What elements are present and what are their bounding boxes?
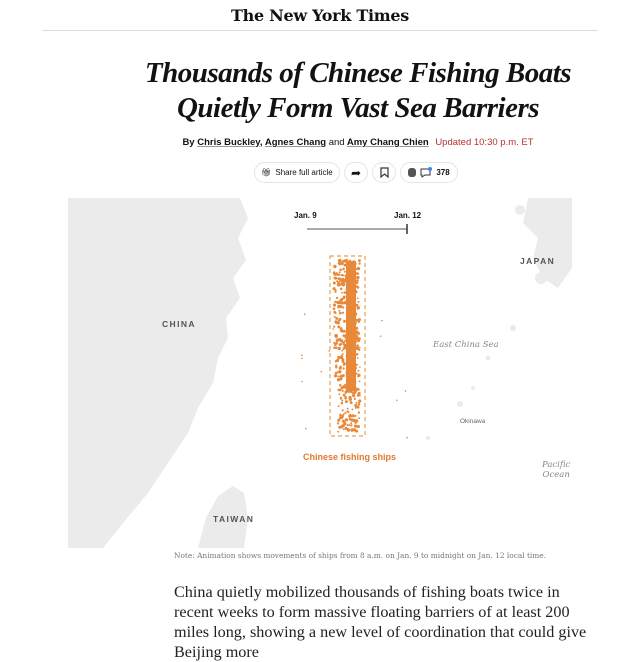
ship-dot	[344, 412, 346, 414]
ship-dot	[350, 347, 352, 349]
ship-dot	[343, 343, 345, 345]
ship-dot	[301, 358, 303, 360]
ship-dot	[340, 327, 343, 330]
ship-dot	[339, 367, 342, 370]
ship-dot	[356, 340, 358, 342]
ship-dot	[338, 347, 341, 350]
ship-dot	[344, 340, 346, 342]
ship-dot	[342, 312, 344, 314]
ship-dot	[358, 262, 360, 264]
ship-dot	[353, 428, 356, 431]
avatar-icon	[408, 168, 416, 177]
ship-dot	[356, 276, 359, 279]
ship-dot	[351, 330, 353, 332]
ship-dot	[328, 350, 330, 352]
ship-dot	[349, 309, 352, 312]
ship-dot	[344, 291, 347, 294]
ship-dot	[339, 271, 341, 273]
ship-dot	[341, 343, 343, 345]
ship-map	[68, 198, 572, 548]
label-pacific-ocean: Pacific Ocean	[542, 460, 571, 480]
ship-dot	[337, 359, 340, 362]
ship-dot	[351, 409, 353, 411]
ship-dot	[338, 405, 340, 407]
author-link[interactable]: Amy Chang Chien	[346, 137, 429, 148]
ship-dot	[351, 309, 354, 312]
label-china: CHINA	[162, 319, 196, 329]
ship-dot	[354, 346, 356, 348]
ship-dot	[344, 301, 346, 303]
ship-dot	[354, 398, 356, 400]
ship-dot	[357, 301, 359, 303]
ship-dot	[347, 365, 349, 367]
ship-dot	[357, 297, 359, 299]
ship-dot	[337, 339, 340, 342]
ship-dot	[358, 321, 360, 323]
ship-dot	[350, 320, 353, 323]
ship-dot	[335, 342, 338, 345]
ship-dot	[357, 339, 359, 341]
ship-dot	[349, 358, 351, 360]
ship-dot	[339, 305, 342, 308]
ship-dot	[350, 401, 353, 404]
ship-dot	[348, 396, 351, 399]
comment-icon	[420, 167, 432, 178]
ship-dot	[347, 408, 349, 410]
ship-dot	[342, 353, 344, 355]
timeline-end: Jan. 12	[394, 211, 422, 220]
ship-dot	[344, 264, 347, 267]
ship-dot	[337, 325, 340, 328]
ship-dot	[334, 277, 337, 280]
ship-dot	[352, 360, 355, 363]
ship-dot	[334, 291, 336, 293]
ship-dot	[347, 298, 350, 301]
byline: By Chris Buckley, Agnes Chang and Amy Chang Chien Updated 10:30 p.m. ET	[182, 137, 534, 148]
label-chinese-fishing-ships: Chinese fishing ships	[303, 452, 397, 462]
ship-dot	[359, 394, 361, 396]
ship-dot	[337, 356, 340, 359]
ship-dot	[343, 428, 345, 430]
ship-dot	[333, 282, 336, 285]
ship-dot	[339, 384, 342, 387]
ship-dot	[341, 416, 343, 418]
ship-dot	[337, 307, 339, 309]
author-link[interactable]: Chris Buckley	[197, 137, 260, 148]
ship-dot	[341, 357, 343, 359]
ship-dot	[355, 304, 358, 307]
ship-dot	[345, 427, 348, 430]
ship-dot	[344, 397, 347, 400]
share-full-article-button[interactable]: 🎁︎ Share full article	[254, 162, 340, 183]
ship-dot	[337, 419, 340, 422]
ship-dot	[359, 347, 361, 349]
ship-dot	[357, 375, 359, 377]
ship-dot	[347, 424, 349, 426]
ship-dot	[346, 323, 348, 325]
ship-dot	[333, 308, 336, 311]
ship-dot	[396, 399, 398, 401]
ship-dot	[345, 418, 348, 421]
ship-dot	[332, 328, 334, 330]
article-body: China quietly mobilized thousands of fishing boats twice in recent weeks to form massive floating barriers of at least 200 miles long, showing a new level of coordination that could give Beijing more	[174, 583, 587, 661]
ship-dot	[353, 380, 356, 383]
ship-dot	[338, 285, 340, 287]
ship-dot	[339, 389, 341, 391]
ship-dot	[352, 394, 355, 397]
ship-dot	[342, 274, 344, 276]
ship-dot	[341, 350, 343, 352]
ship-dot	[340, 425, 343, 428]
ship-dot	[355, 285, 357, 287]
ship-dot	[357, 393, 359, 395]
ship-dot	[320, 371, 322, 373]
ship-dot	[349, 381, 351, 383]
ship-dot	[348, 415, 351, 418]
ship-dot	[347, 264, 349, 266]
ship-dot	[354, 325, 356, 327]
timeline-start: Jan. 9	[294, 211, 317, 220]
ship-dot	[336, 321, 339, 324]
ship-dot	[346, 371, 349, 374]
ship-dot	[352, 283, 354, 285]
ship-dot	[346, 340, 349, 343]
ship-dot	[347, 390, 350, 393]
ship-dot	[350, 377, 353, 380]
ship-dot	[348, 284, 351, 287]
ship-dot	[347, 316, 350, 319]
ship-dot	[354, 392, 356, 394]
ship-dot	[334, 334, 337, 337]
ship-dot	[338, 393, 340, 395]
ship-dot	[349, 312, 351, 314]
ship-dot	[346, 319, 348, 321]
author-link[interactable]: Agnes Chang	[264, 137, 327, 148]
ship-dot	[341, 390, 343, 392]
ship-dot	[357, 370, 359, 372]
ship-dot	[358, 349, 360, 351]
ship-dot	[349, 418, 352, 421]
ship-dot	[346, 379, 348, 381]
ship-dot	[337, 378, 340, 381]
ship-dot	[355, 415, 357, 417]
ship-dot	[336, 297, 338, 299]
ship-dot	[355, 407, 357, 409]
ship-dot	[344, 334, 346, 336]
ship-dot	[344, 346, 346, 348]
ship-dot	[356, 279, 359, 282]
ship-dot	[353, 419, 356, 422]
ship-dot	[355, 335, 358, 338]
ship-dot	[348, 368, 351, 371]
ship-dot	[342, 262, 344, 264]
label-taiwan: TAIWAN	[213, 514, 255, 524]
ship-dot	[301, 355, 303, 357]
label-east-china-sea: East China Sea	[433, 340, 499, 350]
ship-dot	[341, 402, 343, 404]
ship-dot	[356, 402, 358, 404]
divider	[42, 30, 598, 31]
ship-dot	[354, 263, 356, 265]
ship-dot	[351, 341, 354, 344]
ship-dot	[342, 298, 344, 300]
ship-dot	[356, 388, 359, 391]
ship-dot	[352, 414, 355, 417]
ship-dot	[337, 431, 339, 433]
ship-dot	[305, 428, 307, 430]
ship-dot	[345, 330, 348, 333]
ship-dot	[347, 410, 349, 412]
ship-dot	[338, 370, 341, 373]
ship-dot	[337, 302, 340, 305]
ship-dot	[345, 288, 347, 290]
ship-dot	[335, 317, 338, 320]
share-button[interactable]	[344, 162, 368, 183]
ship-dot	[344, 384, 346, 386]
share-arrow-icon: ➦	[350, 165, 362, 180]
ship-dot	[351, 356, 354, 359]
ship-dot	[342, 420, 345, 423]
ship-dot	[351, 374, 353, 376]
ship-dot	[357, 357, 359, 359]
ship-dot	[350, 289, 352, 291]
ship-dot	[342, 268, 345, 271]
ship-dot	[348, 260, 351, 263]
ship-dot	[347, 428, 349, 430]
ship-dot	[355, 364, 357, 366]
save-button[interactable]	[372, 162, 396, 183]
gift-icon: 🎁︎	[261, 168, 272, 177]
updated-timestamp: Updated 10:30 p.m. ET	[435, 137, 534, 148]
ship-dot	[350, 352, 353, 355]
comments-button[interactable]: 378	[400, 162, 458, 183]
ship-dot	[350, 291, 352, 293]
ship-dot	[338, 274, 340, 276]
ship-dot	[338, 277, 341, 280]
ship-dot	[343, 364, 345, 366]
ship-dot	[381, 320, 383, 322]
ship-dot	[341, 399, 343, 401]
ship-dot	[339, 268, 342, 271]
ship-dot	[380, 335, 382, 337]
ship-dot	[343, 320, 346, 323]
ship-dot	[334, 316, 336, 318]
ship-dot	[342, 367, 344, 369]
bookmark-icon	[380, 167, 389, 178]
ship-dot	[345, 400, 348, 403]
ship-dot	[334, 374, 337, 377]
ship-dot	[333, 265, 336, 268]
ship-dot	[304, 313, 306, 315]
ship-dot	[356, 268, 358, 270]
ship-dot	[356, 353, 359, 356]
ship-dot	[406, 437, 408, 439]
ship-dot	[351, 277, 354, 280]
ship-dot	[351, 387, 354, 390]
ship-dot	[352, 391, 354, 393]
ship-dot	[358, 411, 360, 413]
ship-dot	[340, 288, 343, 291]
ship-dot	[348, 343, 350, 345]
ship-dot	[351, 303, 353, 305]
ship-dot	[333, 347, 335, 349]
ship-dot	[346, 355, 348, 357]
ship-dot	[344, 385, 347, 388]
ship-dot	[343, 394, 346, 397]
nyt-logo[interactable]: The New York Times	[231, 6, 409, 25]
ship-dot	[344, 271, 346, 273]
ship-dot	[359, 380, 361, 382]
ship-dot	[344, 259, 346, 261]
ship-dots	[301, 259, 408, 439]
ship-dot	[335, 360, 337, 362]
ship-dot	[358, 259, 361, 262]
ship-dot	[347, 348, 350, 351]
ship-dot	[301, 381, 303, 383]
ship-dot	[340, 397, 342, 399]
ship-dot	[355, 291, 358, 294]
ship-dot	[341, 292, 343, 294]
ship-dot	[359, 366, 361, 368]
map-note: Note: Animation shows movements of ships from 8 a.m. on Jan. 9 to midnight on Jan. 12 local time.	[174, 551, 547, 560]
ship-dot	[342, 409, 344, 411]
ship-dot	[333, 342, 335, 344]
map-land	[68, 198, 572, 548]
ship-dot	[340, 375, 343, 378]
ship-dot	[356, 282, 358, 284]
ship-dot	[346, 332, 348, 334]
ship-dot	[333, 303, 336, 306]
ship-dot	[342, 348, 344, 350]
ship-dot	[350, 424, 352, 426]
ship-dot	[340, 387, 343, 390]
ship-dot	[354, 367, 357, 370]
ship-dot	[356, 372, 358, 374]
ship-dot	[357, 273, 359, 275]
ship-dot	[356, 426, 358, 428]
ship-dot	[351, 300, 354, 303]
ship-dot	[347, 385, 350, 388]
label-japan: JAPAN	[520, 256, 556, 266]
ship-dot	[335, 312, 337, 314]
ship-dot	[335, 365, 337, 367]
ship-dot	[357, 308, 359, 310]
ship-dot	[333, 326, 335, 328]
ship-dot	[342, 278, 345, 281]
ship-dot	[338, 310, 340, 312]
ship-dot	[334, 273, 337, 276]
ship-dot	[339, 312, 342, 315]
ship-dot	[337, 281, 340, 284]
ship-dot	[356, 406, 359, 409]
headline: Thousands of Chinese Fishing Boats Quietly Form Vast Sea Barriers	[144, 57, 572, 124]
ship-dot	[354, 328, 356, 330]
ship-dot	[405, 390, 407, 392]
ship-dot	[350, 285, 352, 287]
ship-dot	[350, 422, 352, 424]
ship-dot	[348, 303, 350, 305]
ship-dot	[354, 322, 357, 325]
ship-dot	[337, 375, 339, 377]
label-okinawa: Okinawa	[460, 418, 486, 425]
ship-dot	[350, 265, 352, 267]
ship-dot	[339, 299, 341, 301]
ship-dot	[358, 399, 361, 402]
ship-dot	[345, 278, 348, 281]
ship-dot	[354, 312, 357, 315]
japan-land	[523, 198, 572, 288]
ship-dot	[350, 267, 352, 269]
ship-dot	[337, 422, 339, 424]
ship-dot	[358, 417, 360, 419]
ship-dot	[340, 301, 343, 304]
ship-dot	[342, 330, 345, 333]
ship-dot	[357, 332, 360, 335]
